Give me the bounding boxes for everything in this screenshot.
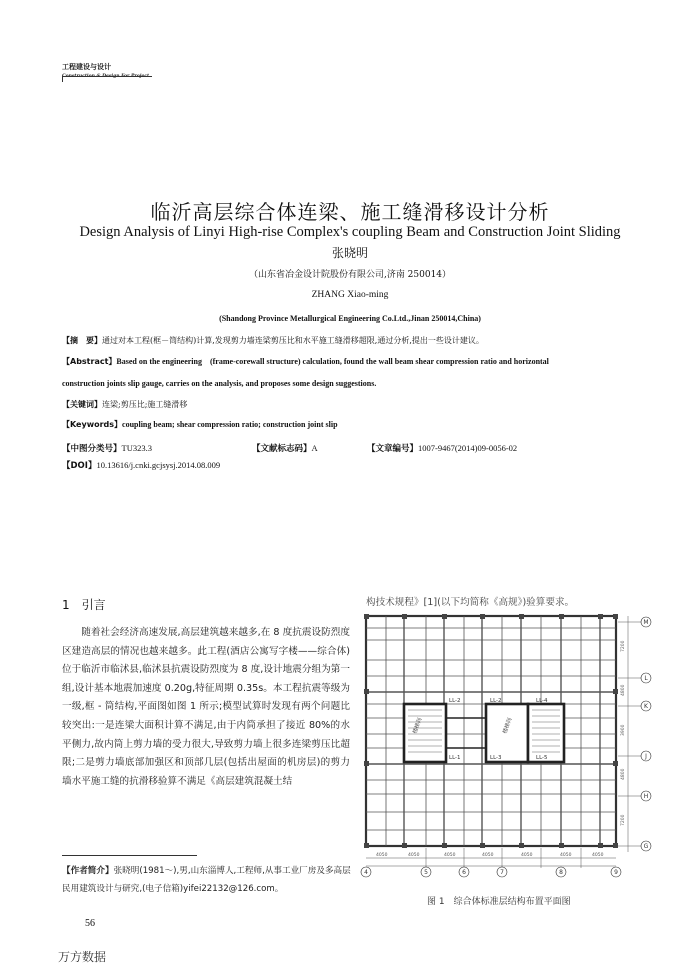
doi-value: 10.13616/j.cnki.gcjsysj.2014.08.009 <box>96 460 221 470</box>
page-number: 56 <box>85 918 95 929</box>
dim-right-1: 7200 <box>621 640 626 652</box>
dim-bottom-7: 4050 <box>592 853 604 858</box>
section-paragraph: 随着社会经济高速发展,高层建筑越来越多,在 8 度抗震设防烈度区建造高层的情况也越来越多。此工程(酒店公寓写字楼——综合体)位于临沂市临沭县,临沭县抗震设防烈度为 8 度,设计地震分组为第一组,设计基本地震加速度 0.20g,特征周期 0.35s。本工程抗震等级为一级,框 - 筒结构,平面图如图 1 所示;模型试算时发现有两个问题比较突出:一是连梁大面积计算不满足,由于内筒承担了接近 80%的水平侧力,故内筒上剪力墙的受力很大,导致剪力墙上很多连梁剪压比超限;二是剪力墙底部加强区和顶部几层(包括出屋面的机房层)的剪力墙水平施工缝的抗滑移验算不满足《高层建筑混凝土结 <box>62 627 350 787</box>
author-name-cn: 张晓明 <box>331 246 368 260</box>
axis-label-5: 5 <box>424 869 428 876</box>
figure-caption: 图 1 综合体标准层结构布置平面图 <box>427 897 571 907</box>
dim-bottom-2: 4050 <box>408 853 420 858</box>
dim-right-2: 4800 <box>621 684 626 696</box>
doi-tag: 【DOI】 <box>62 461 97 471</box>
abstract-en-line1: Based on the engineering (frame-corewall structure) calculation, found the wall beam shear compression ratio and horizontal <box>116 357 549 366</box>
doc-value: A <box>311 443 318 453</box>
right-column-text: 构技术规程》[1](以下均简称《高规》)验算要求。 <box>366 597 575 608</box>
axis-label-K: K <box>644 703 648 710</box>
doc-tag: 【文献标志码】 <box>252 444 312 454</box>
keywords-cn-tag: 【关键词】 <box>62 400 102 409</box>
axis-label-M: M <box>643 619 649 626</box>
footnote-rule <box>62 855 197 856</box>
floor-plan-drawing <box>356 608 656 878</box>
axis-label-H: H <box>643 793 649 800</box>
journal-name-en: Construction & Design For Project <box>62 74 150 79</box>
keywords-cn-text: 连梁;剪压比;施工缝滑移 <box>102 400 188 409</box>
stair-label-1: 楼梯间 <box>412 717 424 735</box>
abstract-en-line2: construction joints slip gauge, carries on the analysis, and proposes some design suggestions. <box>62 379 377 388</box>
dim-bottom-4: 4050 <box>482 853 494 858</box>
header-rule <box>62 76 152 77</box>
floor-plan-figure <box>356 608 656 878</box>
affiliation-cn: （山东省冶金设计院股份有限公司,济南 250014） <box>248 270 452 280</box>
dim-right-5: 7200 <box>621 814 626 826</box>
footnote-text: 张晓明(1981～),男,山东淄博人,工程师,从事工业厂房及多高层民用建筑设计与研究,(电子信箱)yifei22132@126.com。 <box>62 866 351 894</box>
axis-label-L: L <box>644 675 648 682</box>
axis-label-6: 6 <box>462 869 466 876</box>
section-body <box>62 624 350 791</box>
keywords-cn <box>62 399 632 411</box>
beam-label-2: LL-2 <box>490 698 502 704</box>
article-value: 1007-9467(2014)09-0056-02 <box>418 443 518 453</box>
axis-label-8: 8 <box>559 869 563 876</box>
beam-label-5: LL-3 <box>490 755 502 761</box>
journal-name-cn: 工程建设与设计 <box>62 63 111 71</box>
beam-label-4: LL-1 <box>449 755 461 761</box>
keywords-en-tag: 【Keywords】 <box>62 420 123 429</box>
author-name-en: ZHANG Xiao-ming <box>311 290 389 300</box>
axis-label-J: J <box>645 753 647 760</box>
abstract-en-cont <box>62 378 632 390</box>
article-tag: 【文章编号】 <box>367 444 419 454</box>
abstract-en <box>62 356 632 368</box>
dim-bottom-6: 4050 <box>560 853 572 858</box>
abstract-en-tag: 【Abstract】 <box>62 357 117 366</box>
dim-bottom-1: 4050 <box>376 853 388 858</box>
watermark: 万方数据 <box>58 950 107 964</box>
clc-tag: 【中图分类号】 <box>62 444 122 454</box>
beam-label-6: LL-5 <box>536 755 548 761</box>
axis-label-4: 4 <box>364 869 368 876</box>
affiliation-en: (Shandong Province Metallurgical Engineering Co.Ltd.,Jinan 250014,China) <box>219 314 481 323</box>
paper-title-cn: 临沂高层综合体连梁、施工缝滑移设计分析 <box>150 200 550 224</box>
dim-bottom-3: 4050 <box>444 853 456 858</box>
axis-label-9: 9 <box>614 869 618 876</box>
beam-label-1: LL-2 <box>449 698 461 704</box>
stair-label-2: 楼梯间 <box>502 717 514 735</box>
header-vertical-rule <box>62 76 63 82</box>
beam-label-3: LL-4 <box>536 698 548 704</box>
abstract-cn <box>62 335 632 347</box>
author-footnote <box>62 862 352 898</box>
abstract-cn-text: 通过对本工程(框－筒结构)计算,发现剪力墙连梁剪压比和水平施工缝滑移超限,通过分析,提出一些设计建议。 <box>102 336 484 345</box>
paper-title-en: Design Analysis of Linyi High-rise Complex's coupling Beam and Construction Joint Sliding <box>79 224 621 240</box>
footnote-tag: 【作者简介】 <box>62 866 114 876</box>
clc-value: TU323.3 <box>121 443 152 453</box>
dim-right-4: 4800 <box>621 768 626 780</box>
keywords-en <box>62 419 632 431</box>
axis-label-G: G <box>643 843 649 850</box>
dim-bottom-5: 4050 <box>521 853 533 858</box>
keywords-en-text: coupling beam; shear compression ratio; construction joint slip <box>122 420 338 429</box>
abstract-cn-tag: 【摘 要】 <box>62 336 102 345</box>
axis-label-7: 7 <box>500 869 504 876</box>
dim-right-3: 3900 <box>621 724 626 736</box>
section-heading: 1 引言 <box>62 598 106 612</box>
